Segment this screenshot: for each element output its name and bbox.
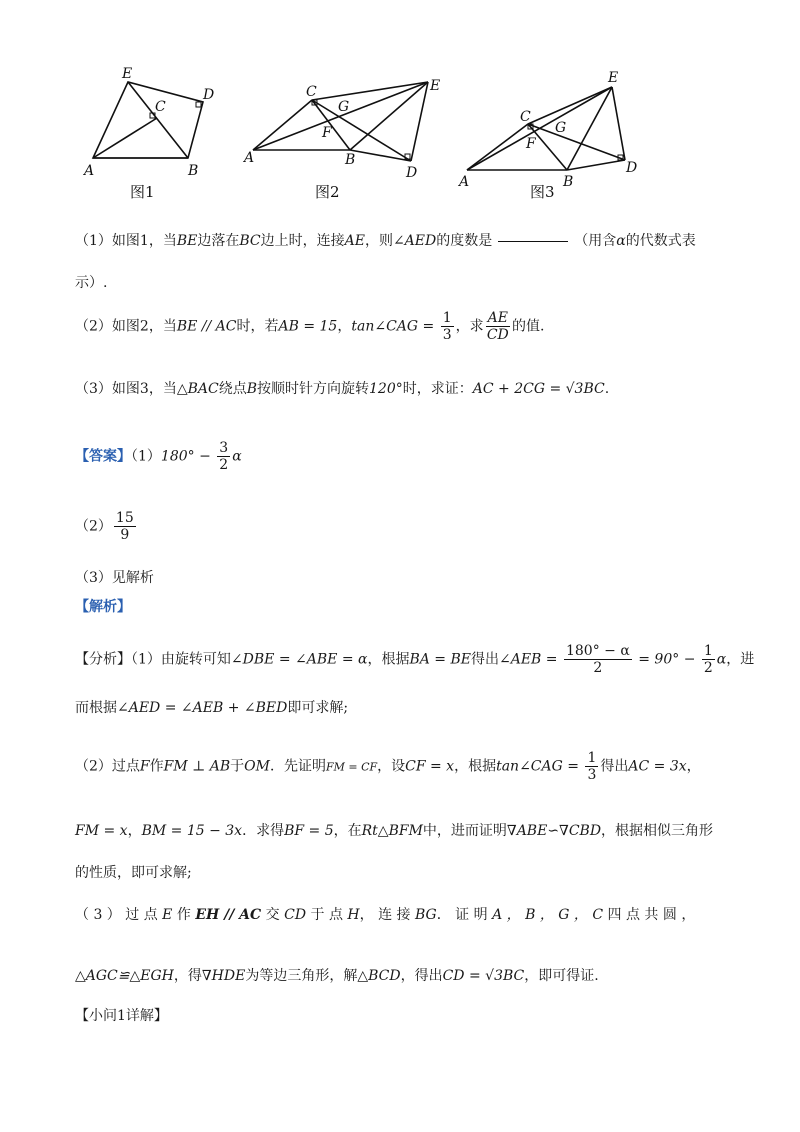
answer-number: （1） bbox=[131, 448, 161, 465]
analysis-text: （2）过点 bbox=[75, 758, 140, 775]
q2-math-condition: BE // AC bbox=[176, 318, 237, 335]
analysis-text: 得出 bbox=[471, 651, 499, 668]
q2-math-ab: AB = 15 bbox=[278, 318, 338, 335]
q1-text: （用含 bbox=[574, 233, 617, 249]
analysis-math: H bbox=[347, 907, 360, 923]
analysis-math: EH // AC bbox=[195, 907, 262, 923]
q2-text: 的值. bbox=[511, 318, 545, 335]
analysis-math: E bbox=[162, 907, 173, 923]
fig3-point-A: A bbox=[459, 174, 470, 190]
question-1-line-2 bbox=[75, 272, 107, 292]
analysis-fraction: $\frac{1}{2}$ bbox=[703, 643, 713, 676]
fig1-point-D: D bbox=[203, 87, 215, 103]
fig2-point-F: F bbox=[322, 125, 332, 141]
q1-text: ，则 bbox=[364, 233, 393, 249]
analysis-line-4 bbox=[75, 820, 713, 840]
q2-text: ， bbox=[337, 318, 352, 335]
analysis-math: BA = BE bbox=[409, 651, 471, 668]
q3-text: 按顺时针方向旋转 bbox=[257, 381, 370, 397]
q1-math-alpha: α bbox=[616, 233, 626, 249]
analysis-math: △BCD bbox=[357, 968, 401, 984]
analysis-text: ，设 bbox=[377, 758, 406, 775]
analysis-math: BG bbox=[414, 907, 437, 923]
analysis-text: ．求得 bbox=[242, 823, 285, 839]
answer-tag: 【答案】 bbox=[75, 448, 131, 465]
analysis-math: Rt△BFM bbox=[361, 823, 423, 839]
q2-tan-fraction: $\frac{1}{3}$ bbox=[442, 310, 452, 343]
answer-2 bbox=[75, 510, 138, 543]
analysis-text: （ 3 ） 过 点 bbox=[75, 907, 158, 923]
analysis-math: ∇HDE bbox=[201, 968, 246, 984]
q1-math-bc: BC bbox=[239, 233, 261, 249]
q2-math-tan: tan∠CAG = bbox=[351, 318, 439, 335]
analysis-text: 而根据 bbox=[75, 700, 117, 716]
fig2-point-B: B bbox=[345, 152, 356, 168]
section-heading-part-1: 【小问1详解】 bbox=[75, 1008, 168, 1024]
analysis-math: ∠DBE = ∠ABE = α bbox=[230, 651, 368, 668]
q1-math-be: BE bbox=[176, 233, 198, 249]
analysis-text: 即可求解; bbox=[287, 700, 349, 716]
analysis-text: ，得出 bbox=[400, 968, 443, 984]
answer-blank bbox=[498, 241, 568, 242]
analysis-fraction: $\frac{1}{3}$ bbox=[587, 750, 597, 783]
analysis-line-2 bbox=[75, 697, 348, 717]
q1-math-ae: AE bbox=[344, 233, 365, 249]
fig3-point-G: G bbox=[555, 120, 567, 136]
q1-text: 的度数是 bbox=[436, 233, 493, 249]
fig3-point-C: C bbox=[520, 109, 531, 125]
q3-math-point: B bbox=[246, 381, 258, 397]
analysis-math: ∠AED = ∠AEB + ∠BED bbox=[117, 700, 288, 716]
fig2-point-G: G bbox=[338, 99, 350, 115]
figure-2 bbox=[253, 82, 428, 161]
q3-text: 时，求证： bbox=[402, 381, 473, 397]
analysis-text: ，根据 bbox=[454, 758, 497, 775]
fig2-point-C: C bbox=[306, 84, 317, 100]
q1-text: 的代数式表 bbox=[625, 233, 696, 249]
question-3 bbox=[75, 378, 609, 398]
analysis-text: ， bbox=[686, 758, 701, 775]
analysis-text: ．先证明 bbox=[269, 758, 326, 775]
analysis-text: 为等边三角形，解 bbox=[245, 968, 358, 984]
q3-text: . bbox=[604, 381, 610, 397]
analysis-math: △AGC≌△EGH bbox=[75, 968, 174, 984]
fig1-point-B: B bbox=[188, 163, 199, 179]
analysis-text: ， bbox=[127, 823, 142, 839]
q1-text: 边落在 bbox=[197, 233, 240, 249]
q2-text: 时，若 bbox=[236, 318, 279, 335]
analysis-math: α bbox=[716, 651, 727, 668]
analysis-text: ，根据 bbox=[367, 651, 410, 668]
fig2-point-A: A bbox=[244, 150, 255, 166]
q3-math-angle: 120° bbox=[369, 381, 403, 397]
analysis-tag: 【解析】 bbox=[75, 599, 131, 615]
fig2-point-D: D bbox=[406, 165, 418, 181]
analysis-text: 【分析】（1）由旋转可知 bbox=[75, 651, 231, 668]
question-1-line-1 bbox=[75, 230, 696, 250]
fig2-caption: 图2 bbox=[315, 183, 340, 201]
analysis-math: FM = x bbox=[75, 823, 128, 839]
analysis-text: 作 bbox=[176, 907, 191, 923]
q1-text: （1）如图1，当 bbox=[75, 233, 177, 249]
analysis-fraction: $\frac{180^\circ - \alpha}{2}$ bbox=[565, 643, 630, 676]
q1-text: 边上时，连接 bbox=[260, 233, 345, 249]
q2-text: ，求 bbox=[455, 318, 484, 335]
analysis-text: 中，进而证明 bbox=[422, 823, 507, 839]
analysis-text: 于 点 bbox=[310, 907, 343, 923]
analysis-text: ， 连 接 bbox=[359, 907, 411, 923]
analysis-math: ∇ABE∽∇CBD bbox=[506, 823, 602, 839]
analysis-line-5: 的性质，即可求解; bbox=[75, 865, 192, 881]
analysis-math: CD = √3BC bbox=[442, 968, 525, 984]
fig1-point-E: E bbox=[122, 66, 133, 82]
analysis-math: CD bbox=[284, 907, 307, 923]
answer-number: （2） bbox=[75, 518, 112, 535]
figures bbox=[0, 0, 800, 215]
q1-math-aed: ∠AED bbox=[392, 233, 437, 249]
figure-3 bbox=[467, 87, 625, 170]
analysis-math: FM ⊥ AB bbox=[163, 758, 231, 775]
fig1-point-A: A bbox=[84, 163, 95, 179]
answer-1 bbox=[75, 440, 242, 473]
analysis-text: 四 点 共 圆 ， bbox=[607, 907, 696, 923]
fig3-caption: 图3 bbox=[530, 183, 555, 201]
fig3-point-D: D bbox=[626, 160, 638, 176]
answer-1-fraction: $\frac{3}{2}$ bbox=[219, 440, 229, 473]
analysis-math: OM bbox=[244, 758, 270, 775]
analysis-text: ，根据相似三角形 bbox=[601, 823, 714, 839]
fig1-point-C: C bbox=[155, 99, 166, 115]
analysis-math: A ， B ， G ， C bbox=[492, 907, 604, 923]
figure-1 bbox=[93, 82, 203, 158]
fig1-caption: 图1 bbox=[130, 183, 155, 201]
analysis-math: CF = x bbox=[405, 758, 455, 775]
analysis-line-6 bbox=[75, 904, 695, 924]
fig3-point-F: F bbox=[526, 136, 536, 152]
analysis-line-3 bbox=[75, 750, 701, 783]
analysis-line-1 bbox=[75, 643, 754, 676]
analysis-math: BF = 5 bbox=[284, 823, 334, 839]
analysis-text: ，即可得证. bbox=[524, 968, 599, 984]
answer-1-alpha: α bbox=[232, 448, 242, 465]
analysis-math: F bbox=[139, 758, 150, 775]
analysis-text: ，得 bbox=[173, 968, 202, 984]
analysis-text: ，在 bbox=[333, 823, 362, 839]
q3-text: 绕点 bbox=[218, 381, 247, 397]
fig2-point-E: E bbox=[430, 78, 441, 94]
answer-3: （3）见解析 bbox=[75, 570, 154, 586]
analysis-text: 于 bbox=[230, 758, 245, 775]
q3-math-equation: AC + 2CG = √3BC bbox=[472, 381, 605, 397]
analysis-math: = 90° − bbox=[633, 651, 700, 668]
q2-ratio-fraction: $\frac{AE}{CD}$ bbox=[486, 310, 509, 343]
fig3-point-E: E bbox=[608, 70, 619, 86]
analysis-text: ，进 bbox=[726, 651, 755, 668]
question-2 bbox=[75, 310, 544, 343]
analysis-text: ． 证 明 bbox=[436, 907, 488, 923]
analysis-text: 交 bbox=[265, 907, 280, 923]
analysis-math: AC = 3x bbox=[628, 758, 687, 775]
analysis-math: tan∠CAG = bbox=[496, 758, 584, 775]
analysis-text: 得出 bbox=[600, 758, 629, 775]
fig3-point-B: B bbox=[563, 174, 574, 190]
analysis-math: BM = 15 − 3x bbox=[141, 823, 243, 839]
analysis-math: FM = CF bbox=[325, 760, 378, 774]
analysis-text: 作 bbox=[149, 758, 164, 775]
q3-math-triangle: △BAC bbox=[176, 381, 219, 397]
analysis-line-7 bbox=[75, 965, 599, 985]
q1-text: 示）. bbox=[75, 275, 108, 291]
analysis-math: ∠AEB = bbox=[499, 651, 562, 668]
answer-2-fraction: $\frac{15}{9}$ bbox=[115, 510, 134, 543]
q3-text: （3）如图3，当 bbox=[75, 381, 177, 397]
answer-1-expr: 180° − bbox=[160, 448, 216, 465]
q2-text: （2）如图2，当 bbox=[75, 318, 177, 335]
